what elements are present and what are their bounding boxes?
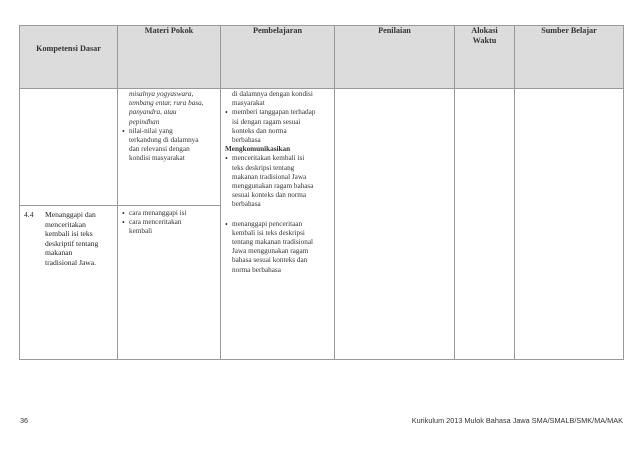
kd-line: menceritakan <box>45 219 86 229</box>
materi-continuation-line: misalnya yogyaswara, <box>129 90 194 98</box>
pemb-continuation-line: masyarakat <box>232 99 265 108</box>
row2-materi-cell <box>118 206 221 360</box>
row1-materi-cell <box>118 89 221 206</box>
pemb-bullet-line: isi dengan ragam sesuai <box>232 117 301 126</box>
kd-line: kembali isi teks <box>45 229 93 239</box>
kd-line: Menanggapi dan <box>45 210 96 219</box>
header-alokasi-line2: Waktu <box>472 36 497 45</box>
pemb-bullet-line: menggunakan ragam bahasa <box>232 182 314 191</box>
pemb-bullet-line: berbahasa <box>232 136 261 145</box>
pemb-bullet-line: tentang makanan tradisional <box>232 238 314 247</box>
pemb-bullet-line: teks deskripsi tentang <box>232 163 295 172</box>
pembelajaran-cell <box>221 89 335 360</box>
footer-title: Kurikulum 2013 Mulok Bahasa Jawa SMA/SMALB/SMK/MA/MAK <box>411 416 623 425</box>
alokasi-waktu-cell <box>455 89 515 360</box>
materi-bullet-line: dan relevansi dengan <box>129 145 190 154</box>
materi-bullet-nilai <box>122 127 216 164</box>
materi-bullet-text: cara menceritakan <box>129 218 182 227</box>
pemb-bullet-line: bahasa sesuai konteks dan <box>232 256 308 265</box>
header-penilaian: Penilaian <box>335 26 455 89</box>
pemb-bullet-line: konteks dan norma <box>232 126 287 135</box>
kd-line: makanan <box>45 248 73 258</box>
materi-continuation-line: panyandra, atau <box>129 108 177 117</box>
header-alokasi-line1: Alokasi <box>471 26 498 35</box>
pemb-bullet-line: Jawa menggunakan ragam <box>232 247 309 256</box>
materi-bullet-line: kembali <box>129 227 153 236</box>
materi-bullet-menanggapi <box>122 209 216 218</box>
header-kompetensi-dasar: Kompetensi Dasar <box>20 26 118 89</box>
table-header-row <box>20 26 624 89</box>
pemb-bullet-line: kembali isi teks deskripsi <box>232 228 305 237</box>
penilaian-cell <box>335 89 455 360</box>
sumber-belajar-cell <box>515 89 624 360</box>
table-row <box>20 89 624 206</box>
pemb-bullet-text: menanggapi penceritaan <box>232 219 303 228</box>
kompetensi-item <box>20 206 117 268</box>
pemb-bullet-text: memberi tanggapan terhadap <box>232 108 316 117</box>
pemb-bullet-line: sesuai konteks dan norma <box>232 191 307 200</box>
header-sumber-belajar: Sumber Belajar <box>515 26 624 89</box>
pemb-continuation-line: di dalamnya dengan kondisi <box>232 90 313 98</box>
header-pembelajaran: Pembelajaran <box>221 26 335 89</box>
pemb-bullet-menceritakan <box>225 154 330 209</box>
materi-bullet-text: nilai-nilai yang <box>129 126 173 135</box>
row1-kompetensi-cell <box>20 89 118 206</box>
header-materi-pokok: Materi Pokok <box>118 26 221 89</box>
materi-continuation-line: tembang entar, rura basa, <box>129 99 204 108</box>
header-alokasi-waktu <box>455 26 515 89</box>
pemb-heading-mengkomunikasikan: Mengkomunikasikan <box>225 145 291 154</box>
kd-line: tradisional Jawa. <box>45 257 97 267</box>
page-number: 36 <box>20 416 29 425</box>
pemb-bullet-line: norma berbahasa <box>232 265 281 274</box>
pemb-bullet-line: berbahasa <box>232 200 261 209</box>
materi-bullet-text: cara menanggapi isi <box>129 209 187 217</box>
kd-line: deskriptif tentang <box>45 238 99 248</box>
kd-number: 4.4 <box>24 210 34 219</box>
materi-bullet-line: terkandung di dalamnya <box>129 136 199 145</box>
materi-continuation-line: pepindhan <box>129 117 160 126</box>
pemb-bullet-line: makanan tradisional Jawa <box>232 172 307 181</box>
materi-bullet-menceritakan <box>122 218 216 236</box>
materi-bullet-line: kondisi masyarakat <box>129 154 185 163</box>
pemb-bullet-tanggapan <box>225 108 330 145</box>
curriculum-table <box>19 25 624 360</box>
kd-text <box>45 210 98 268</box>
pemb-bullet-text: menceritakan kembali isi <box>232 154 305 163</box>
pemb-bullet-menanggapi <box>225 220 330 275</box>
row2-kompetensi-cell <box>20 206 118 360</box>
